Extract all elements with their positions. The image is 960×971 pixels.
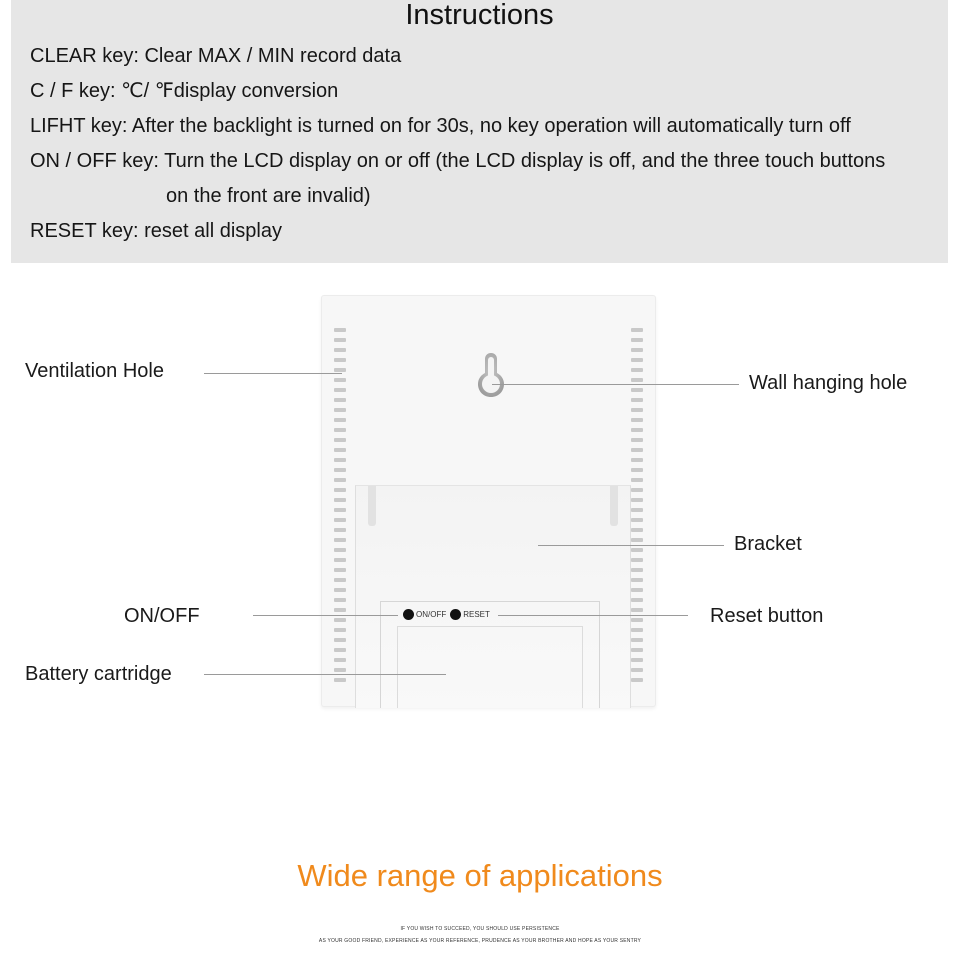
- device-back-view: [321, 295, 656, 707]
- bracket-slot-left: [368, 486, 376, 526]
- callout-on-off: ON/OFF: [124, 605, 200, 627]
- instruction-clear-key: CLEAR key: Clear MAX / MIN record data: [30, 45, 402, 67]
- reset-button-label: RESET: [463, 609, 490, 619]
- instruction-reset-key: RESET key: reset all display: [30, 220, 282, 242]
- instruction-onoff-key-continued: on the front are invalid): [166, 185, 371, 207]
- applications-title: Wide range of applications: [297, 858, 663, 893]
- callout-bracket: Bracket: [734, 533, 802, 555]
- bracket-slot-right: [610, 486, 618, 526]
- battery-cover: [397, 626, 583, 708]
- reset-button[interactable]: [450, 609, 461, 620]
- callout-line-reset-button: [498, 615, 688, 616]
- tagline-line-1: IF YOU WISH TO SUCCEED, YOU SHOULD USE PERSISTENCE: [400, 926, 560, 932]
- instructions-title: Instructions: [405, 0, 554, 31]
- on-off-button[interactable]: [403, 609, 414, 620]
- device-button-row: [403, 607, 494, 621]
- callout-line-wall-hanging-hole: [492, 384, 739, 385]
- callout-line-on-off: [253, 615, 398, 616]
- instruction-onoff-key: ON / OFF key: Turn the LCD display on or off (the LCD display is off, and the three touch buttons: [30, 150, 886, 172]
- ventilation-slots-right: [631, 328, 643, 688]
- instruction-cf-key: C / F key: ℃/ ℉display conversion: [30, 80, 339, 102]
- callout-battery-cartridge: Battery cartridge: [25, 663, 172, 685]
- on-off-button-label: ON/OFF: [416, 609, 447, 619]
- callout-line-bracket: [538, 545, 724, 546]
- callout-reset-button: Reset button: [710, 605, 824, 627]
- callout-wall-hanging-hole: Wall hanging hole: [749, 372, 908, 394]
- callout-line-ventilation-hole: [204, 373, 342, 374]
- tagline-line-2: AS YOUR GOOD FRIEND, EXPERIENCE AS YOUR REFERENCE, PRUDENCE AS YOUR BROTHER AND HOPE AS YOUR SENTRY: [318, 938, 642, 944]
- instruction-light-key: LIFHT key: After the backlight is turned on for 30s, no key operation will automatically turn off: [30, 115, 851, 137]
- ventilation-slots-left: [334, 328, 346, 688]
- instructions-panel: [11, 0, 948, 263]
- wall-hanging-hole-icon: [476, 351, 506, 399]
- callout-line-battery-cartridge: [204, 674, 446, 675]
- callout-ventilation-hole: Ventilation Hole: [25, 360, 164, 382]
